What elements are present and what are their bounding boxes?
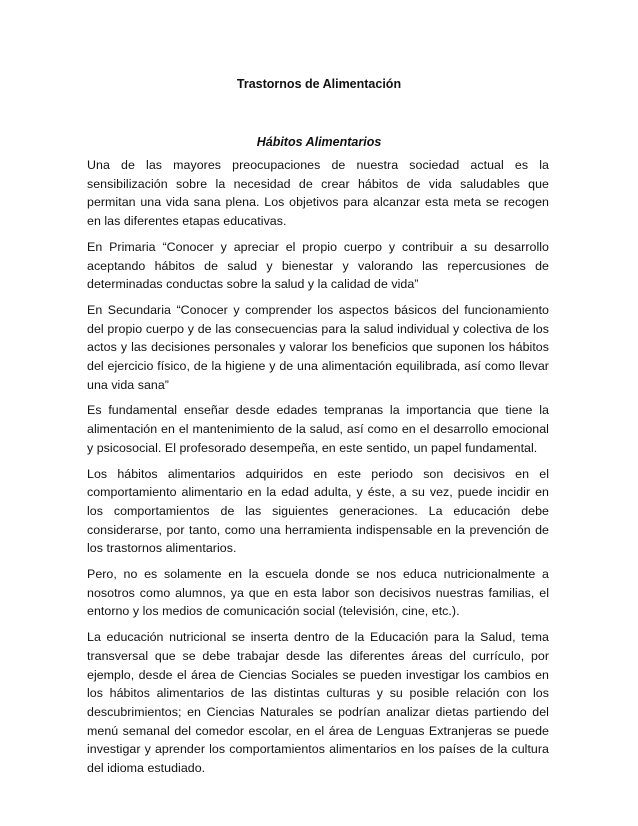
document-body <box>87 156 549 785</box>
section-heading: Hábitos Alimentarios <box>256 135 382 149</box>
paragraph-habitos: Los hábitos alimentarios adquiridos en este periodo son decisivos en el comportamiento alimentario en la edad adulta, y éste, a su vez, puede incidir en los comportamientos de las siguientes generaciones. La educación debe considerarse, por tanto, como una herramienta indispensable en la prevención de los trastornos alimentarios. <box>87 466 549 556</box>
paragraph-fundamental: Es fundamental enseñar desde edades tempranas la importancia que tiene la alimentación en el mantenimiento de la salud, así como en el desarrollo emocional y psicosocial. El profesorado desempeña, en este sentido, un papel fundamental. <box>87 403 549 455</box>
paragraph-intro: Una de las mayores preocupaciones de nuestra sociedad actual es la sensibilización sobre la necesidad de crear hábitos de vida saludables que permitan una vida sana plena. Los objetivos para alcanzar esta meta se recogen en las diferentes etapas educativas. <box>87 158 549 229</box>
paragraph-primaria: En Primaria “Conocer y apreciar el propio cuerpo y contribuir a su desarrollo aceptando hábitos de salud y bienestar y valorando las repercusiones de determinadas conductas sobre la salud y la calidad de vida” <box>87 239 549 292</box>
paragraph-secundaria: En Secundaria “Conocer y comprender los aspectos básicos del funcionamiento del propio cuerpo y de las consecuencias para la salud individual y colectiva de los actos y las decisiones personales y valorar los beneficios que suponen los hábitos del ejercicio físico, de la higiene y de una alimentación equilibrada, así como llevar una vida sana” <box>87 302 549 392</box>
paragraph-familias: Pero, no es solamente en la escuela donde se nos educa nutricionalmente a nosotros como alumnos, ya que en esta labor son decisivos nuestras familias, el entorno y los medios de comunicación social (televisión, cine, etc.). <box>87 567 549 619</box>
paragraph-educacion-nutricional: La educación nutricional se inserta dentro de la Educación para la Salud, tema transversal que se debe trabajar desde las diferentes áreas del currículo, por ejemplo, desde el área de Ciencias Sociales se pueden investigar los cambios en los hábitos alimentarios de las distintas culturas y su posible relación con los descubrimientos; en Ciencias Naturales se podrían analizar dietas partiendo del menú semanal del comedor escolar, en el área de Lenguas Extranjeras se puede investigar y aprender los comportamientos alimentarios en los países de la cultura del idioma estudiado. <box>87 630 549 776</box>
document-title: Trastornos de Alimentación <box>236 77 402 91</box>
